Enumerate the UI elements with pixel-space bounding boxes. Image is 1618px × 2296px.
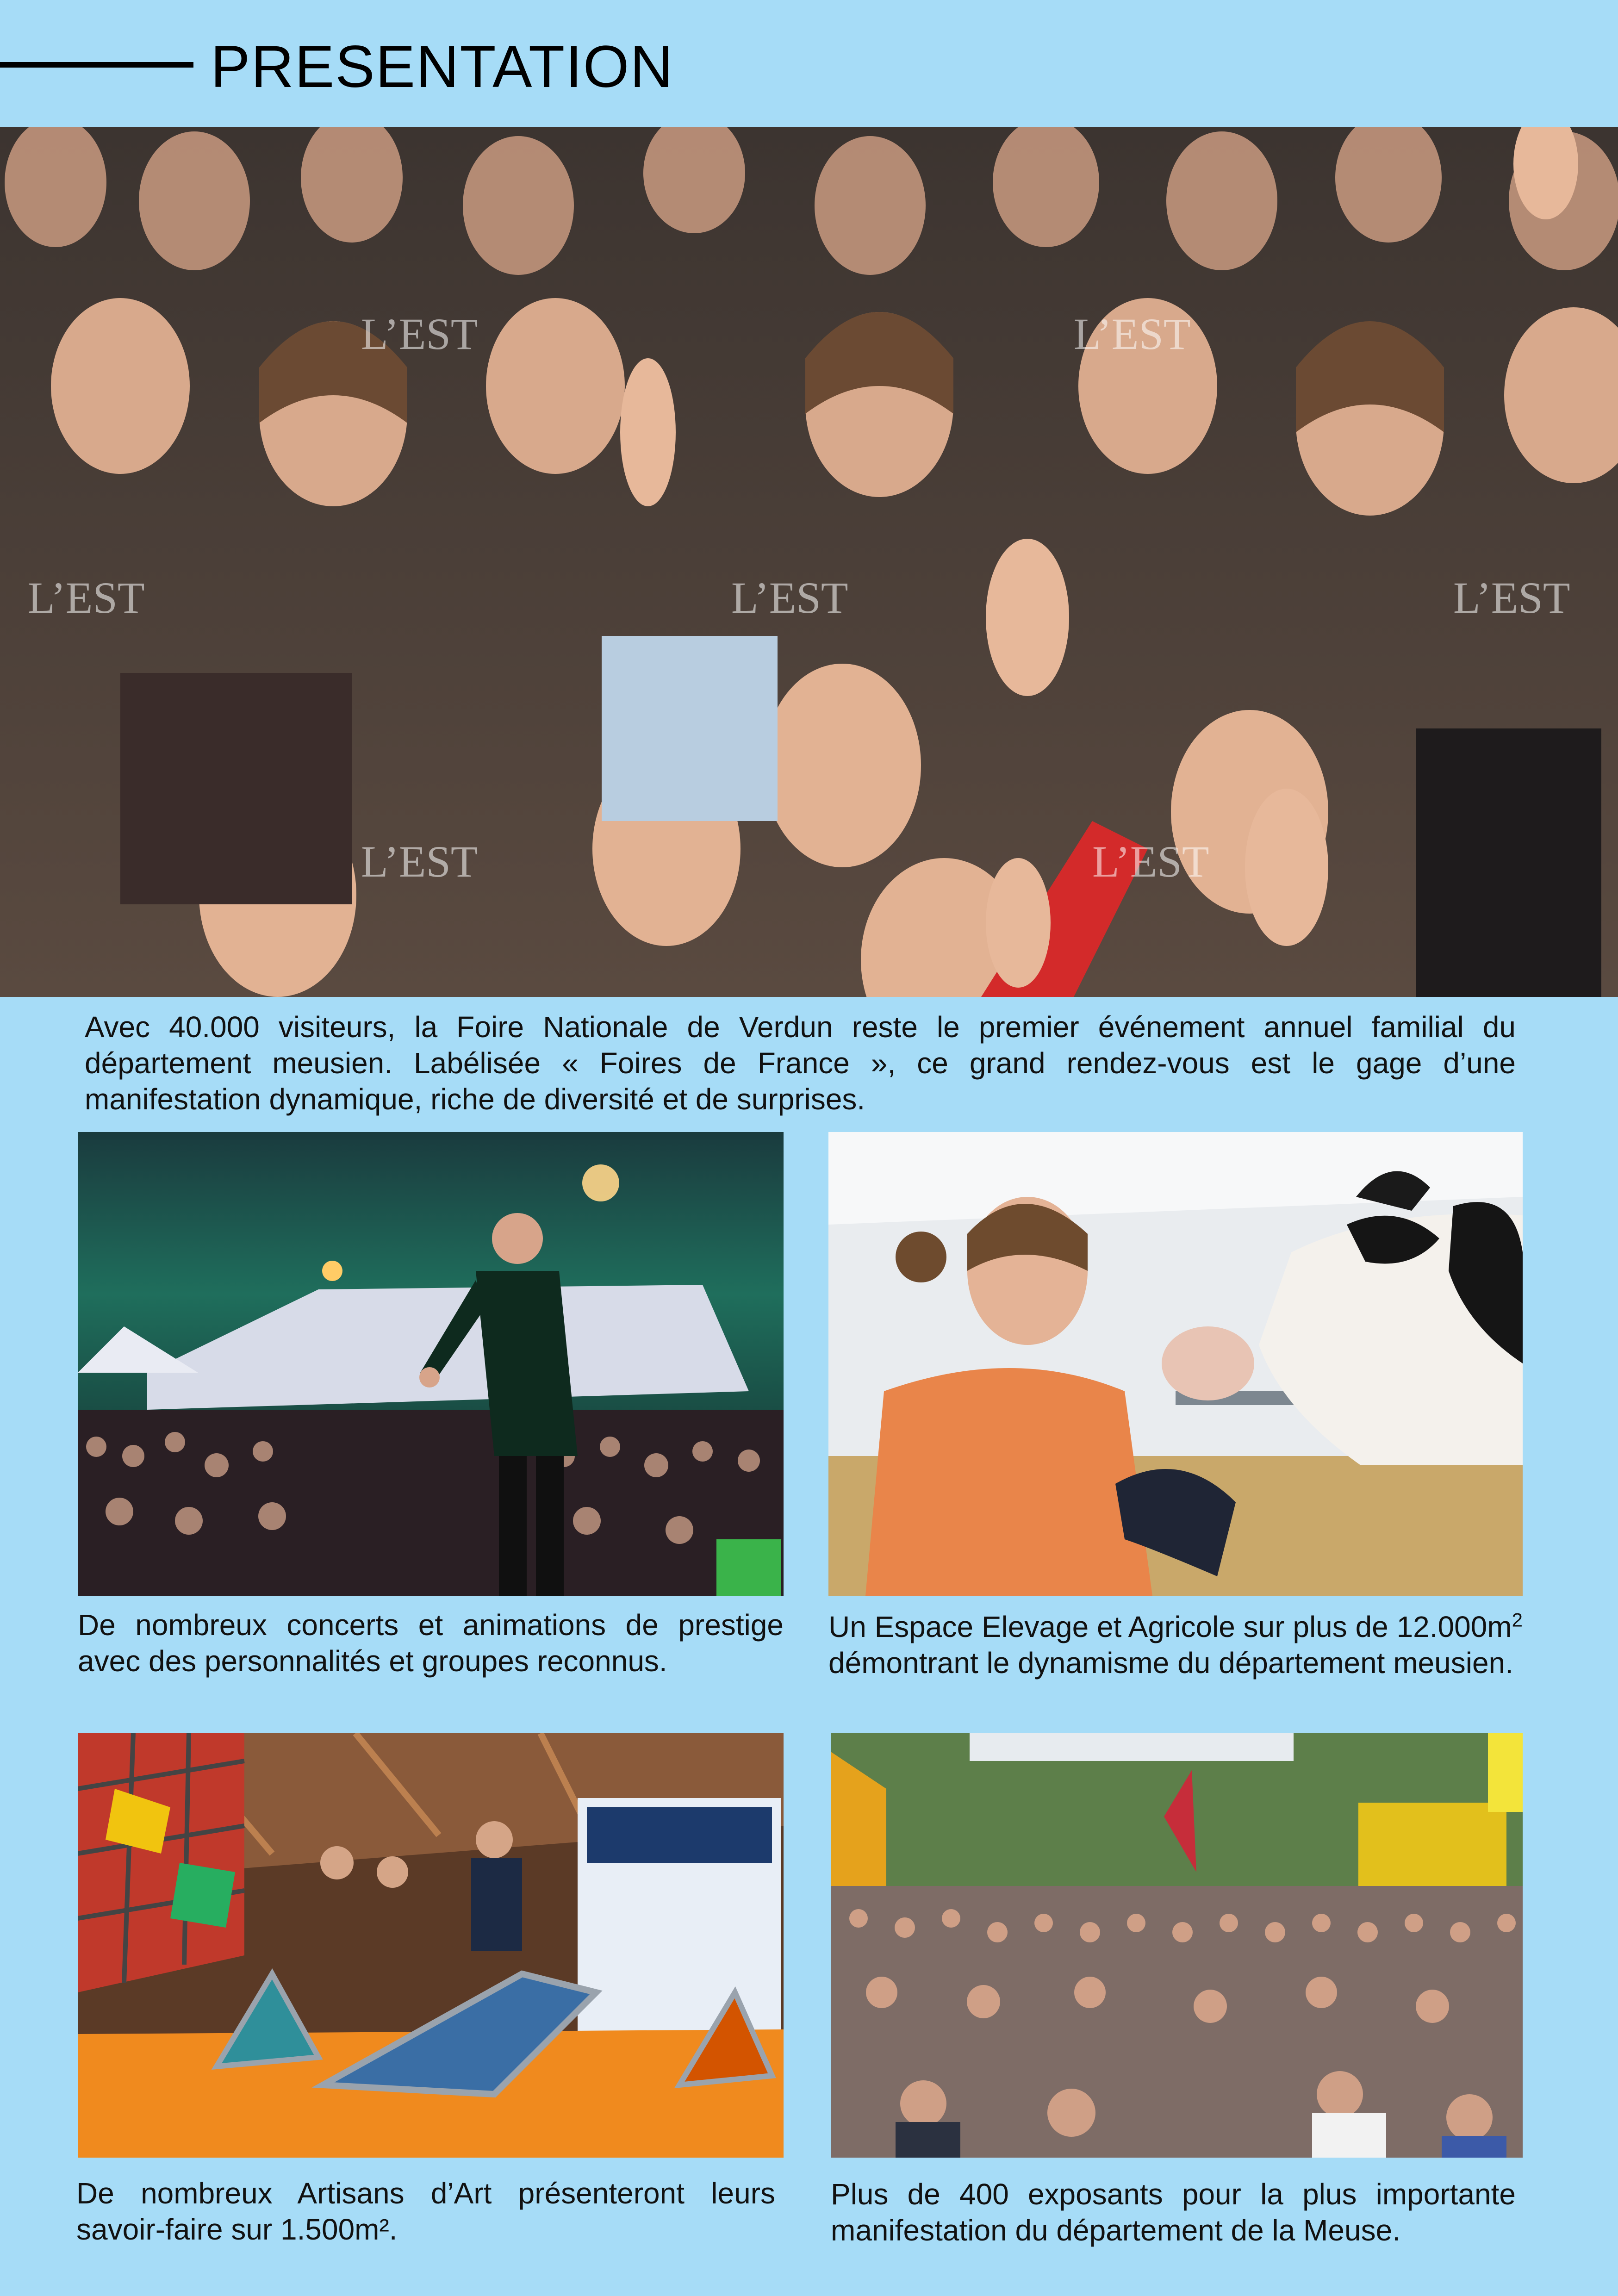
title-rule — [0, 62, 193, 68]
svg-text:L’EST: L’EST — [361, 837, 478, 886]
page-title: PRESENTATION — [211, 34, 674, 100]
artisans-photo — [78, 1733, 784, 2158]
livestock-photo — [828, 1132, 1523, 1596]
livestock-image — [828, 1132, 1523, 1596]
svg-text:L’EST: L’EST — [1092, 837, 1209, 886]
livestock-caption — [828, 1609, 1523, 1681]
hero-photo — [0, 127, 1618, 997]
concert-caption: De nombreux concerts et animations de prestige avec des personnalités et groupes reconnus. — [78, 1608, 784, 1678]
svg-text:L’EST: L’EST — [1074, 309, 1191, 359]
exhibitors-image — [831, 1733, 1523, 2158]
svg-text:L’EST: L’EST — [28, 573, 145, 622]
svg-text:L’EST: L’EST — [731, 573, 848, 622]
svg-text:L’EST: L’EST — [1453, 573, 1570, 622]
exhibitors-caption: Plus de 400 exposants pour la plus importante manifestation du département de la Meuse. — [831, 2178, 1516, 2247]
artisans-image — [78, 1733, 784, 2158]
intro-paragraph: Avec 40.000 visiteurs, la Foire Nationale de Verdun reste le premier événement annuel familial du département meusien. Labélisée « Foires de France », ce grand rendez-vous est le gage d’une manifestation dynamique, riche de diversité et de surprises. — [85, 1010, 1516, 1116]
svg-text:L’EST: L’EST — [361, 309, 478, 359]
superscript-2: 2 — [1512, 1609, 1523, 1631]
livestock-caption-text-end: démontrant le dynamisme du département meusien. — [828, 1646, 1513, 1680]
concert-image — [78, 1132, 784, 1596]
exhibitors-photo — [831, 1733, 1523, 2158]
livestock-caption-text: Un Espace Elevage et Agricole sur plus de 12.000m — [828, 1610, 1512, 1643]
artisans-caption: De nombreux Artisans d’Art présenteront leurs savoir-faire sur 1.500m². — [76, 2177, 775, 2246]
crowd-image — [0, 127, 1618, 997]
concert-photo — [78, 1132, 784, 1596]
